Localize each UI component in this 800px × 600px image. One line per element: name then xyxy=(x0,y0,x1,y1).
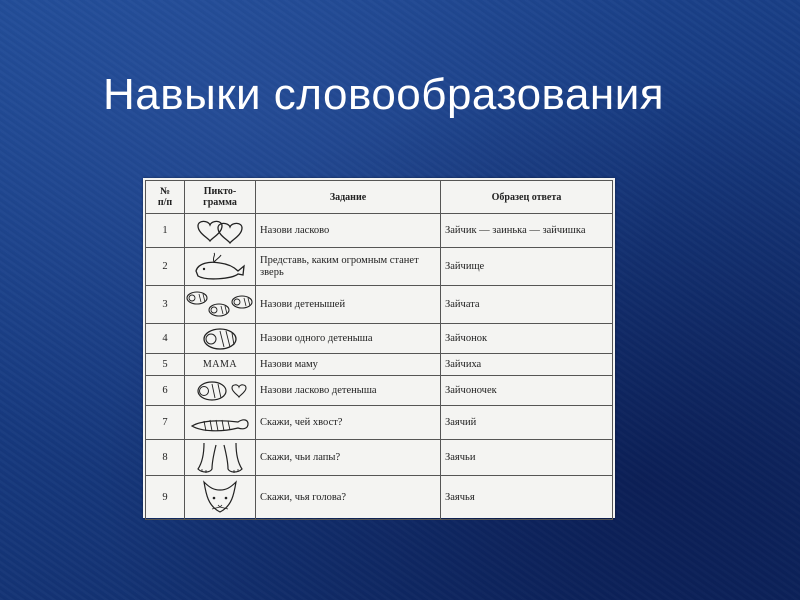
table-row xyxy=(146,440,613,476)
table-row xyxy=(146,214,613,248)
row-number: 4 xyxy=(146,324,185,354)
table-row xyxy=(146,248,613,286)
table-row xyxy=(146,324,613,354)
pictogram-cell xyxy=(185,406,256,440)
answer-cell: Зайчиха xyxy=(441,354,613,376)
row-number: 9 xyxy=(146,476,185,520)
task-cell: Назови детенышей xyxy=(256,286,441,324)
answer-cell: Заячья xyxy=(441,476,613,520)
pictogram-cell xyxy=(185,376,256,406)
header-picto-line1: Пикто- xyxy=(203,186,237,197)
task-cell: Скажи, чей хвост? xyxy=(256,406,441,440)
answer-cell: Зайчик — заинька — зайчишка xyxy=(441,214,613,248)
paws-icon xyxy=(190,441,250,475)
pictogram-cell xyxy=(185,286,256,324)
table-row xyxy=(146,286,613,324)
header-picto-line2: грамма xyxy=(203,197,237,208)
table-row xyxy=(146,476,613,520)
row-number: 1 xyxy=(146,214,185,248)
pictogram-cell xyxy=(185,440,256,476)
row-number: 7 xyxy=(146,406,185,440)
answer-cell: Зайчата xyxy=(441,286,613,324)
header-answer: Образец ответа xyxy=(441,181,613,214)
two-hearts-icon xyxy=(190,216,250,246)
row-number: 2 xyxy=(146,248,185,286)
table-row xyxy=(146,376,613,406)
pictogram-cell xyxy=(185,214,256,248)
task-cell: Назови ласково детеныша xyxy=(256,376,441,406)
task-cell: Назови маму xyxy=(256,354,441,376)
three-babies-icon xyxy=(185,288,255,322)
answer-cell: Заячий xyxy=(441,406,613,440)
task-cell: Скажи, чья голова? xyxy=(256,476,441,520)
table-row xyxy=(146,354,613,376)
pictogram-cell xyxy=(185,324,256,354)
header-num xyxy=(146,181,185,214)
answer-cell: Заячьи xyxy=(441,440,613,476)
table xyxy=(145,180,613,520)
task-cell: Назови ласково xyxy=(256,214,441,248)
row-number: 6 xyxy=(146,376,185,406)
task-cell: Назови одного детеныша xyxy=(256,324,441,354)
answer-cell: Зайчище xyxy=(441,248,613,286)
task-cell: Представь, каким огромным станет зверь xyxy=(256,248,441,286)
header-task: Задание xyxy=(256,181,441,214)
animal-head-icon xyxy=(190,478,250,518)
header-num-line2: п/п xyxy=(157,197,173,208)
tail-icon xyxy=(188,408,252,438)
pictogram-cell xyxy=(185,476,256,520)
pictogram-text: МАМА xyxy=(185,354,256,376)
row-number: 3 xyxy=(146,286,185,324)
baby-with-heart-icon xyxy=(190,377,250,405)
header-pictogram xyxy=(185,181,256,214)
answer-cell: Зайчонок xyxy=(441,324,613,354)
task-cell: Скажи, чьи лапы? xyxy=(256,440,441,476)
row-number: 5 xyxy=(146,354,185,376)
answer-cell: Зайчоночек xyxy=(441,376,613,406)
pictogram-cell xyxy=(185,248,256,286)
whale-icon xyxy=(190,251,250,283)
header-num-line1: № xyxy=(159,186,171,197)
table-row xyxy=(146,406,613,440)
baby-icon xyxy=(190,325,250,353)
row-number: 8 xyxy=(146,440,185,476)
table-header-row xyxy=(146,181,613,214)
word-formation-table xyxy=(143,178,615,518)
slide-title: Навыки словообразования xyxy=(103,70,665,119)
